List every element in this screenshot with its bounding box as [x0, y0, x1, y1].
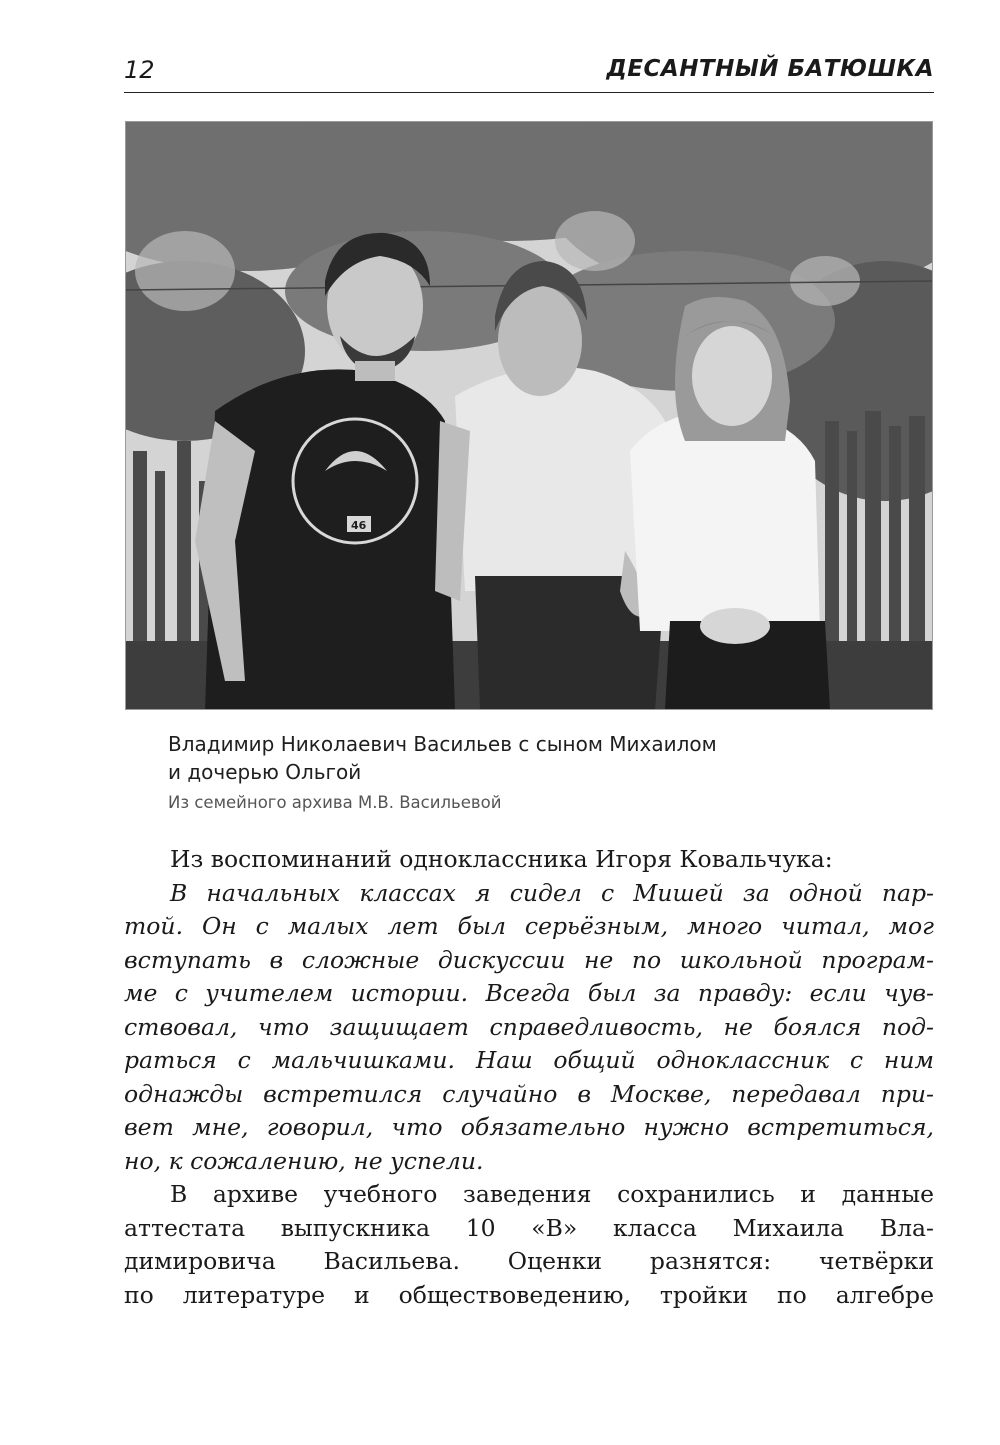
- text-line: В архиве учебного заведения сохранились и данные: [170, 1180, 934, 1208]
- family-photo: [125, 121, 933, 710]
- text-line: той. Он с малых лет был серьёзным, много читал, мог: [124, 912, 934, 940]
- text-line: раться с мальчишками. Наш общий одноклассник с ним: [124, 1046, 934, 1074]
- text-line: вступать в сложные дискуссии не по школьной програм-: [124, 945, 934, 974]
- caption-title-line2: и дочерью Ольгой: [168, 760, 362, 784]
- photo-caption: [168, 730, 888, 814]
- caption-credit: Из семейного архива М.В. Васильевой: [168, 793, 502, 812]
- book-title: ДЕСАНТНЫЙ БАТЮШКА: [606, 56, 934, 82]
- caption-title: [168, 730, 888, 786]
- caption-title-line1: Владимир Николаевич Васильев с сыном Михаилом: [168, 732, 717, 756]
- tshirt-print-number: 46: [351, 519, 367, 532]
- text-line: однажды встретился случайно в Москве, передавал при-: [124, 1079, 934, 1108]
- page-number: 12: [124, 56, 155, 84]
- body-text: [124, 843, 934, 1312]
- text-line: но, к сожалению, не успели.: [124, 1146, 484, 1175]
- text-line: ме с учителем истории. Всегда был за правду: если чув-: [124, 979, 934, 1007]
- text-line: Из воспоминаний одноклассника Игоря Ковальчука:: [170, 845, 833, 873]
- text-line: вет мне, говорил, что обязательно нужно встретиться,: [124, 1113, 934, 1141]
- text-line: димировича Васильева. Оценки разнятся: четвёрки: [124, 1247, 934, 1275]
- text-line: по литературе и обществоведению, тройки по алгебре: [124, 1280, 934, 1309]
- running-head: [124, 52, 934, 93]
- text-line: В начальных классах я сидел с Мишей за одной пар-: [170, 878, 934, 907]
- text-line: аттестата выпускника 10 «В» класса Михаила Вла-: [124, 1213, 934, 1242]
- text-line: ствовал, что защищает справедливость, не боялся под-: [124, 1012, 934, 1041]
